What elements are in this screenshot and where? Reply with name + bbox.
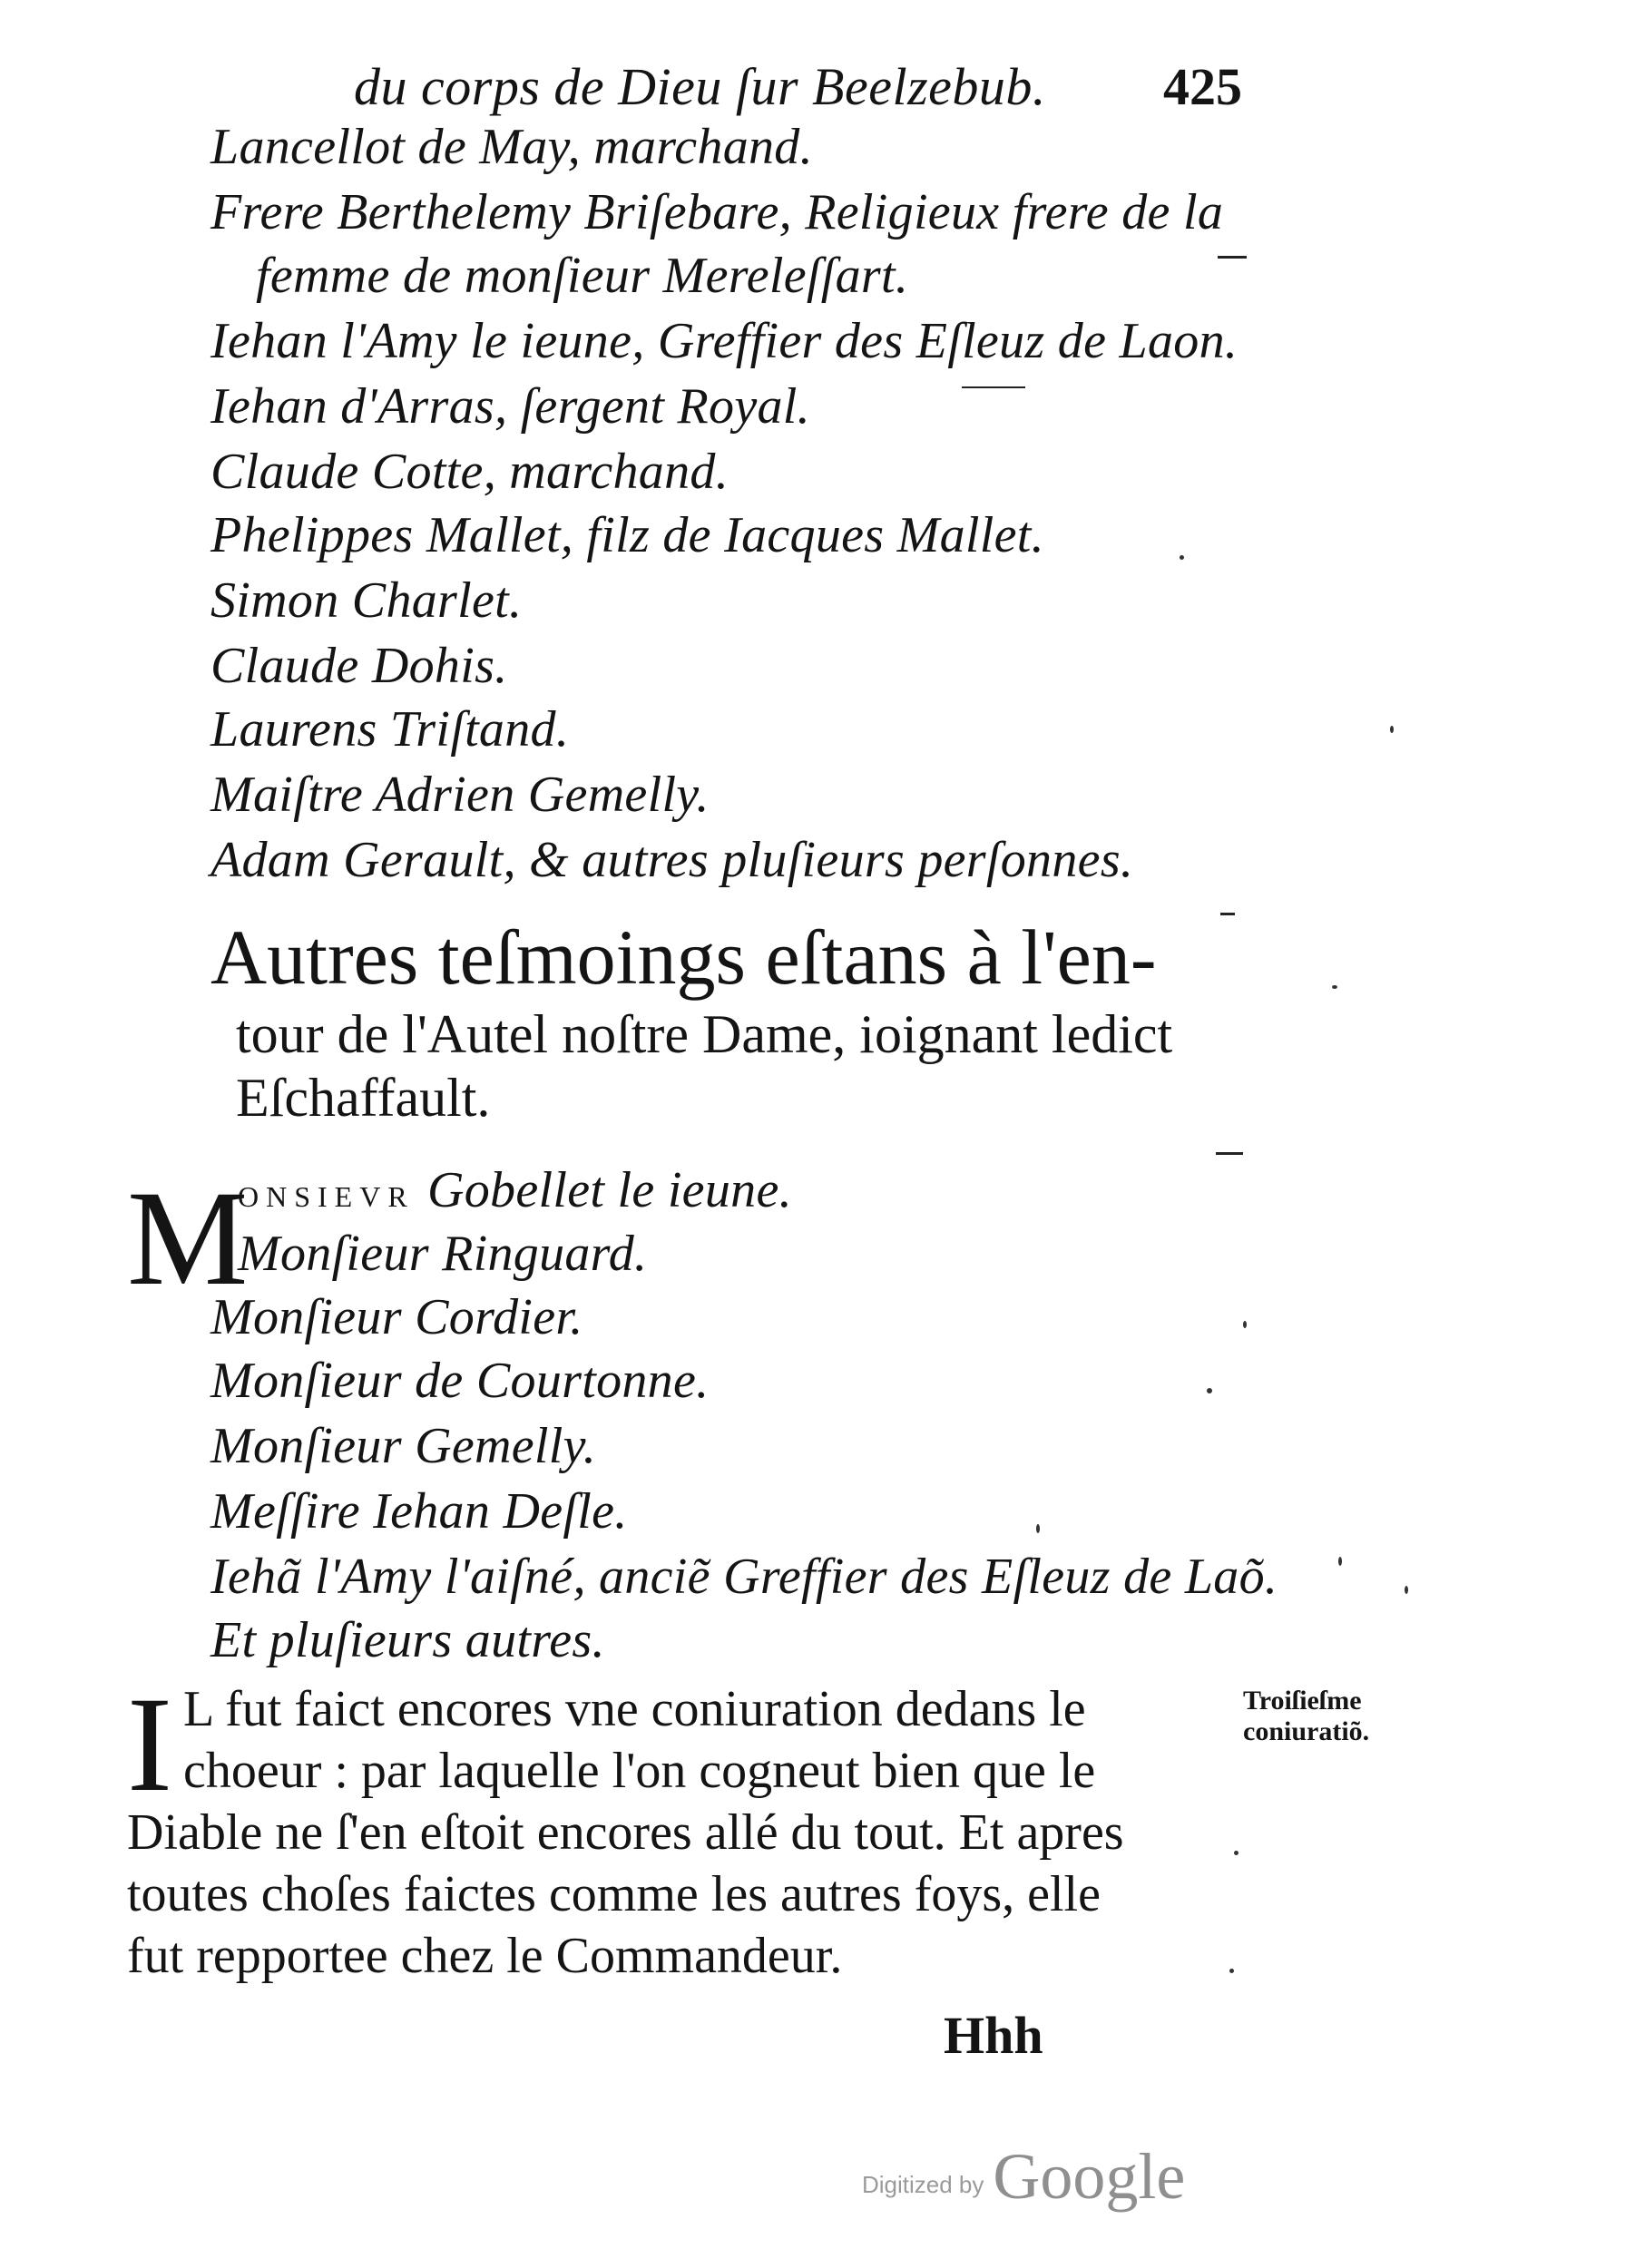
section-heading [210, 912, 1254, 1129]
witness-line: Claude Cotte, marchand. [210, 444, 729, 500]
print-rule [1218, 256, 1247, 259]
ink-speck [1332, 985, 1337, 989]
page-number: 425 [1163, 57, 1242, 116]
section-heading-continuation: tour de l'Autel noſtre Dame, ioignant ledict Eſchaffault. [236, 1004, 1173, 1128]
witness-line: Monſieur Ringuard. [238, 1226, 648, 1282]
margin-note [1243, 1686, 1369, 1747]
digitized-by-watermark [862, 2139, 1185, 2214]
witness-line: Iehã l'Amy l'aiſné, anciẽ Greffier des Eſleuz de Laõ. [210, 1549, 1278, 1605]
witness-line: Phelippes Mallet, filz de Iacques Mallet. [210, 507, 1044, 563]
ink-speck [1180, 555, 1184, 560]
running-head: du corps de Dieu ſur Beelzebub. [354, 57, 1046, 116]
witness-line: Lancellot de May, marchand. [210, 119, 813, 175]
dropcap-i: I [127, 1669, 172, 1820]
witness-line: Claude Dohis. [210, 638, 508, 694]
signature-mark: Hhh [944, 2006, 1043, 2065]
paragraph-line: fut repportee chez le Commandeur. [127, 1928, 843, 1984]
print-rule [1216, 1152, 1243, 1155]
paragraph-line: choeur : par laquelle l'on cogneut bien que le [183, 1743, 1096, 1799]
witness-line: Frere Berthelemy Briſebare, Religieux frere de la [210, 184, 1224, 240]
witness-line: Adam Gerault, & autres pluſieurs perſonnes. [210, 832, 1134, 888]
ink-speck [1405, 1586, 1408, 1594]
body-paragraph [127, 1669, 1238, 1987]
margin-note-line: coniuratiõ. [1243, 1716, 1370, 1746]
print-rule [1220, 913, 1235, 915]
witness-line: Laurens Triſtand. [210, 701, 570, 758]
ink-speck [1207, 1388, 1212, 1393]
witness-line: Monſieur de Courtonne. [210, 1353, 710, 1409]
witness-line-rest: Gobellet le ieune. [426, 1162, 792, 1218]
witness-line: Et pluſieurs autres. [210, 1612, 605, 1668]
witness-line: Iehan l'Amy le ieune, Greffier des Eſleuz de Laon. [210, 313, 1238, 369]
google-logo: Google [993, 2140, 1186, 2213]
ink-speck [1036, 1524, 1040, 1533]
ink-speck [1390, 726, 1394, 733]
ink-speck [1229, 1969, 1234, 1973]
witness-line: Meſſire Iehan Deſle. [210, 1483, 628, 1540]
digitized-prefix: Digitized by [862, 2171, 984, 2198]
smallcaps-word: onsievr [238, 1169, 415, 1216]
margin-note-line: Troiſieſme [1243, 1686, 1362, 1716]
witness-line: Maiſtre Adrien Gemelly. [210, 767, 710, 823]
witness-line: Iehan d'Arras, ſergent Royal. [210, 378, 810, 435]
dropcap-m: M [127, 1163, 249, 1314]
witness-line: femme de monſieur Mereleſſart. [256, 248, 909, 304]
paragraph-line: toutes choſes faictes comme les autres foys, elle [127, 1866, 1101, 1922]
paragraph-line: Diable ne ſ'en eſtoit encores allé du tout. Et apres [127, 1804, 1124, 1861]
witness-line: Monſieur Gemelly. [210, 1418, 596, 1474]
witness-line: Monſieur Cordier. [210, 1289, 583, 1345]
ink-speck [1338, 1557, 1342, 1566]
ink-speck [1234, 1851, 1238, 1855]
print-rule [962, 386, 1025, 388]
ink-speck [1243, 1321, 1247, 1328]
section-heading-first-line: Autres teſmoings eſtans à l'en- [210, 914, 1157, 1001]
witness-line [238, 1161, 792, 1219]
paragraph-line: L fut faict encores vne coniuration dedans le [183, 1681, 1086, 1737]
witness-line: Simon Charlet. [210, 572, 523, 629]
